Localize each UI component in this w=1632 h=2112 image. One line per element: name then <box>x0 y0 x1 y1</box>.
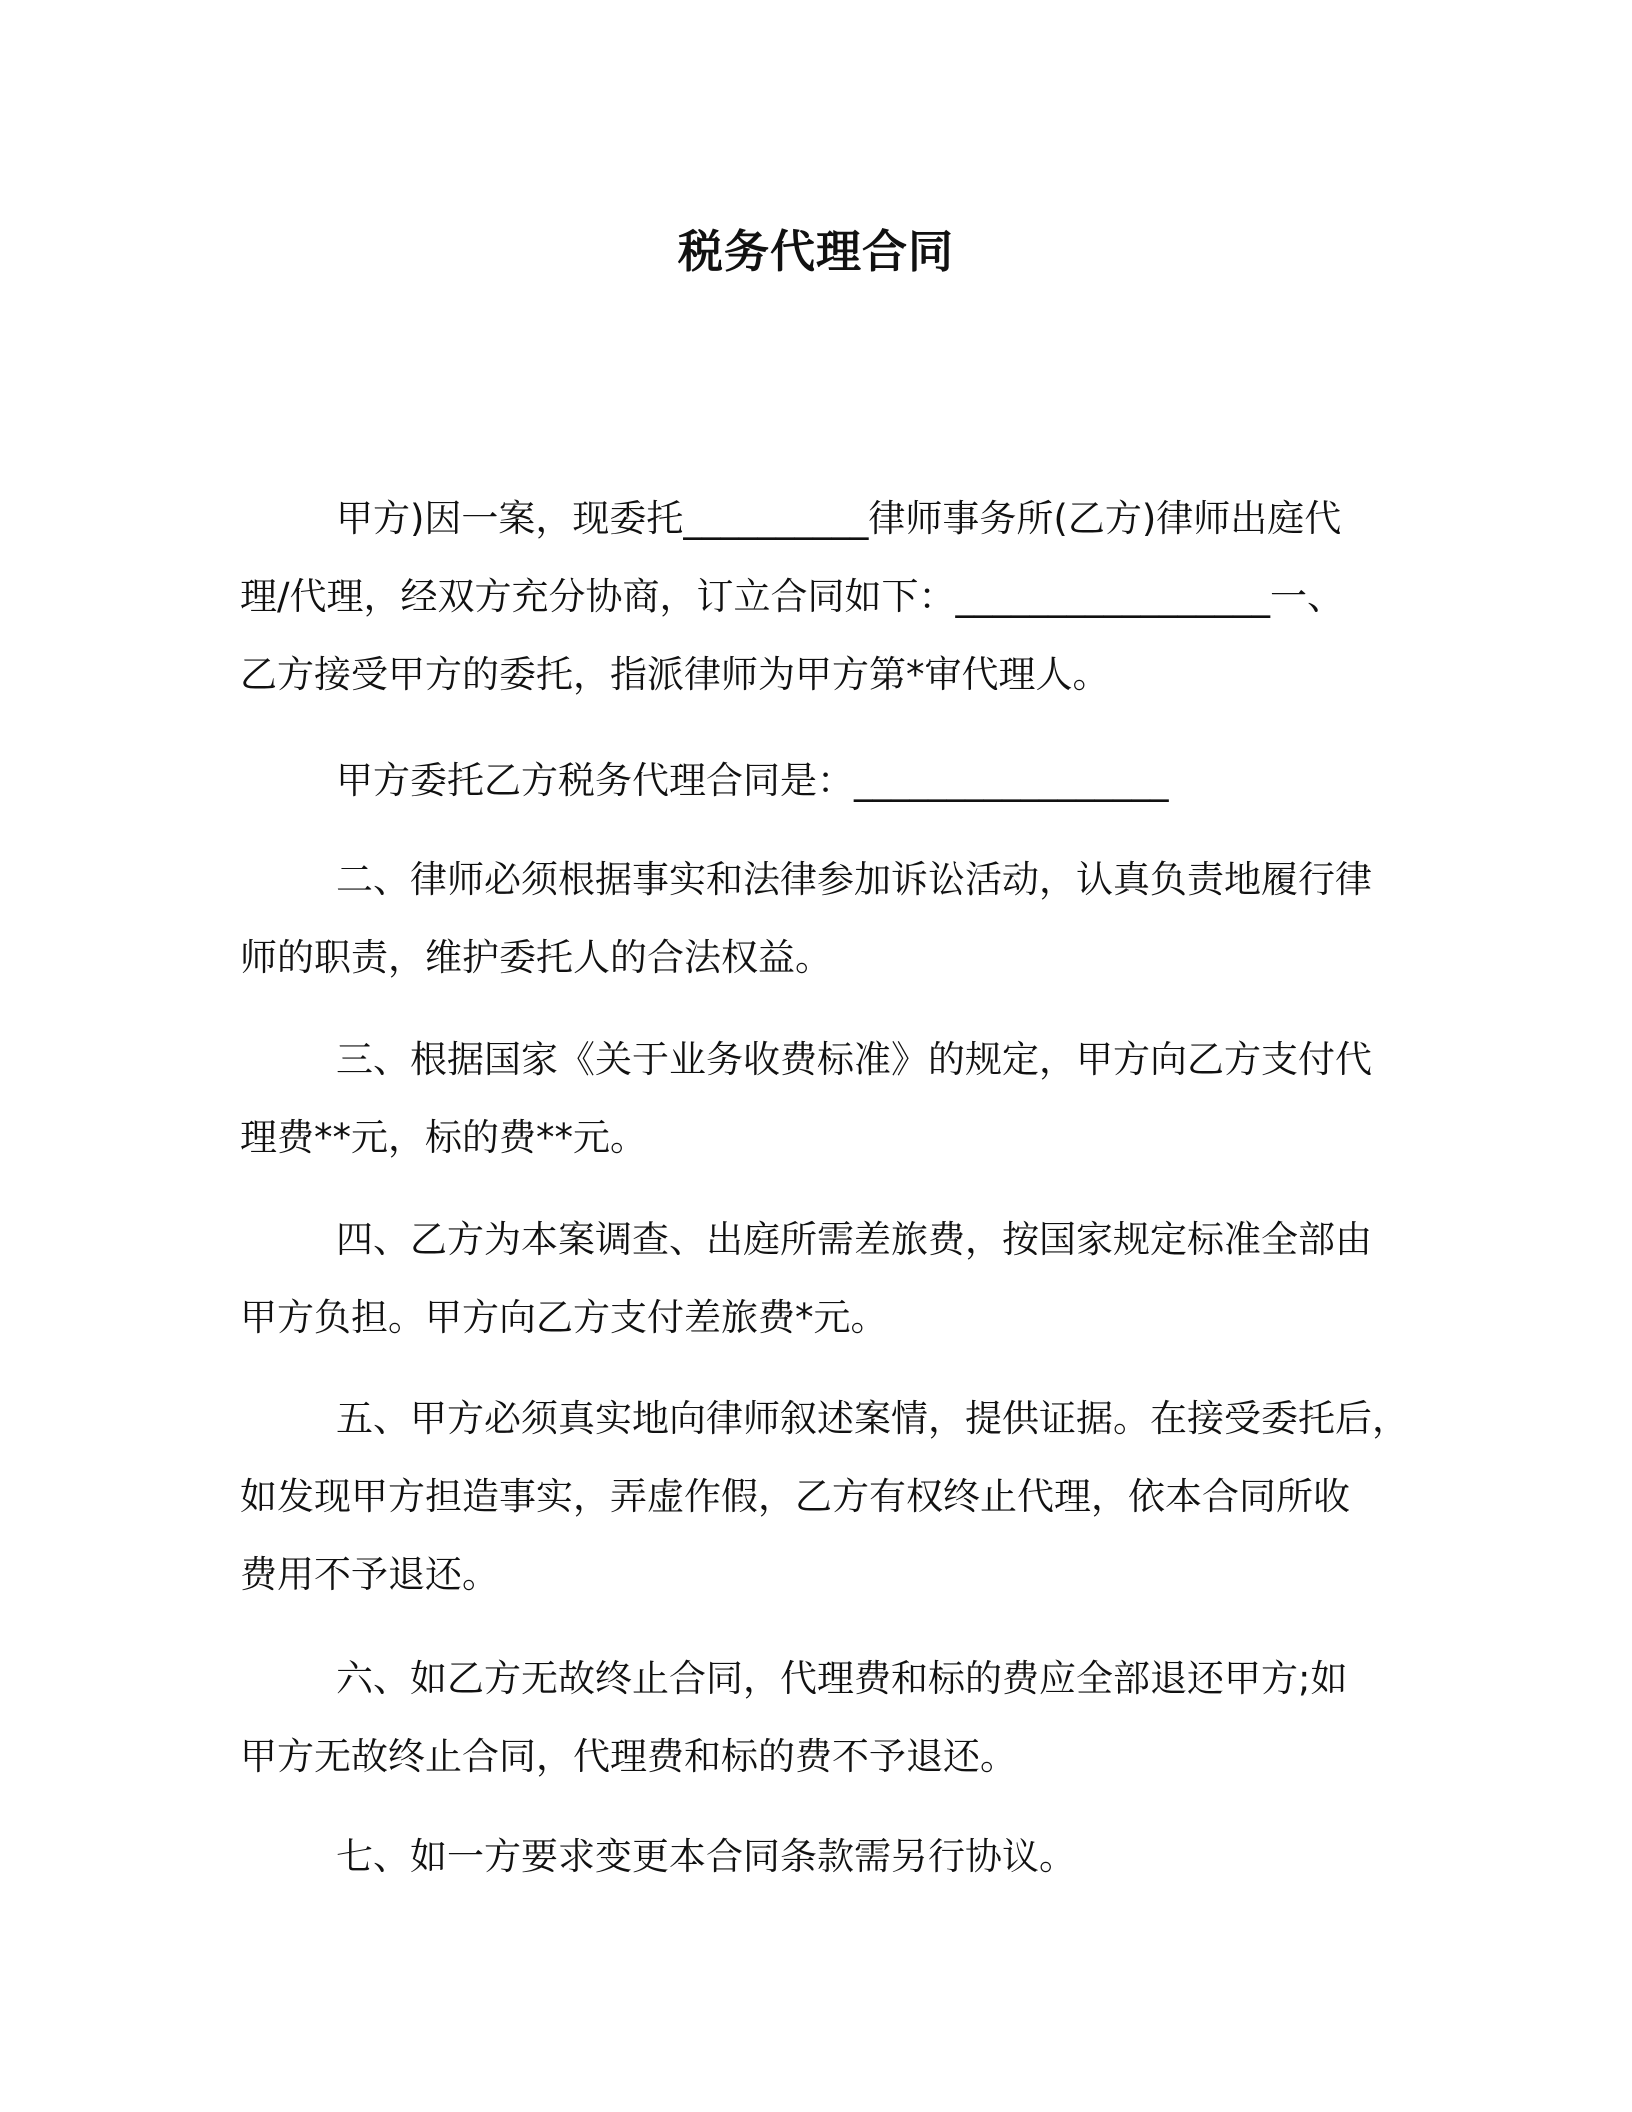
paragraph-line: 四、乙方为本案调查、出庭所需差旅费，按国家规定标准全部由 <box>336 1218 1372 1261</box>
paragraph-8 <box>240 1818 1410 1896</box>
paragraph-5 <box>240 1201 1410 1357</box>
paragraph-1 <box>240 480 1410 714</box>
paragraph-line: 如发现甲方担造事实，弄虚作假，乙方有权终止代理，依本合同所收 <box>240 1475 1350 1518</box>
paragraph-7 <box>240 1640 1410 1796</box>
paragraph-line: 理费**元，标的费**元。 <box>240 1116 647 1159</box>
paragraph-line: 甲方无故终止合同，代理费和标的费不予退还。 <box>240 1735 1017 1778</box>
paragraph-4 <box>240 1021 1410 1177</box>
paragraph-3 <box>240 841 1410 997</box>
paragraph-line: 五、甲方必须真实地向律师叙述案情，提供证据。在接受委托后， <box>336 1397 1409 1440</box>
paragraph-line: 甲方负担。甲方向乙方支付差旅费*元。 <box>240 1296 888 1339</box>
paragraph-2 <box>240 742 1410 820</box>
paragraph-line: 甲方委托乙方税务代理合同是：_________________ <box>336 759 1169 802</box>
paragraph-line: 三、根据国家《关于业务收费标准》的规定，甲方向乙方支付代 <box>336 1038 1372 1081</box>
paragraph-line: 费用不予退还。 <box>240 1553 499 1596</box>
paragraph-line: 六、如乙方无故终止合同，代理费和标的费应全部退还甲方;如 <box>336 1657 1348 1700</box>
paragraph-line: 乙方接受甲方的委托，指派律师为甲方第*审代理人。 <box>240 653 1110 696</box>
paragraph-line: 二、律师必须根据事实和法律参加诉讼活动，认真负责地履行律 <box>336 858 1372 901</box>
document-title: 税务代理合同 <box>677 225 954 278</box>
paragraph-line: 师的职责，维护委托人的合法权益。 <box>240 936 832 979</box>
paragraph-line: 理/代理，经双方充分协商，订立合同如下：_________________一、 <box>240 575 1344 618</box>
paragraph-line: 七、如一方要求变更本合同条款需另行协议。 <box>336 1835 1076 1878</box>
paragraph-line: 甲方)因一案，现委托__________律师事务所(乙方)律师出庭代 <box>336 497 1342 540</box>
paragraph-6 <box>240 1380 1410 1614</box>
